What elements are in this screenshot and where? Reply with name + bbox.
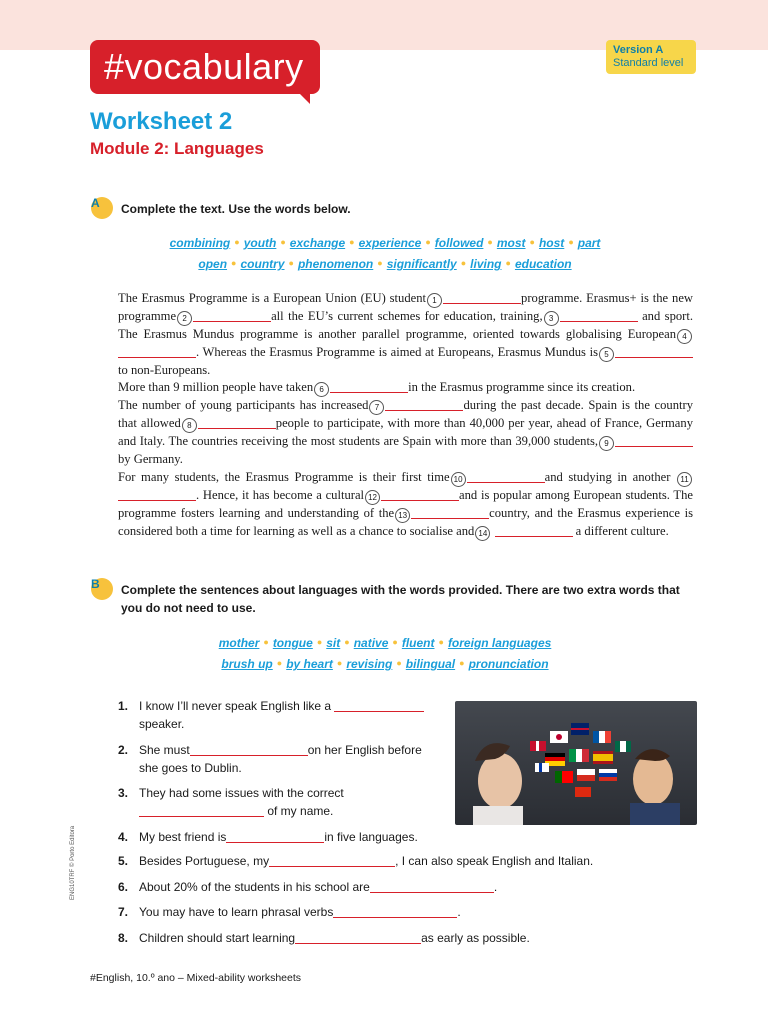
word-living: living	[470, 257, 502, 271]
gap-9[interactable]	[615, 435, 693, 447]
word-mother: mother	[218, 636, 260, 650]
word-bank-a-row2: open ● country ● phenomenon ● significantly ● living ● education	[198, 257, 572, 271]
word-revising: revising	[346, 657, 393, 671]
answer-6[interactable]	[370, 881, 494, 893]
gap-10[interactable]	[467, 471, 545, 483]
section-b-instruction: Complete the sentences about languages with the words provided. There are two extra words that you do not need to use.	[121, 583, 680, 615]
section-a-instruction: Complete the text. Use the words below.	[121, 202, 351, 216]
answer-5[interactable]	[269, 855, 395, 867]
word-bank-b-row2: brush up ● by heart ● revising ● bilingual ● pronunciation	[221, 657, 549, 671]
word-tongue: tongue	[272, 636, 313, 650]
section-b-letter: B	[91, 577, 100, 591]
word-country: country	[240, 257, 285, 271]
answer-1[interactable]	[334, 700, 424, 712]
gap-14[interactable]	[495, 525, 573, 537]
gap-1[interactable]	[443, 292, 521, 304]
flags-conversation-icon	[455, 701, 697, 825]
word-brush-up: brush up	[221, 657, 273, 671]
answer-7[interactable]	[333, 906, 457, 918]
word-exchange: exchange	[289, 236, 346, 250]
answer-2[interactable]	[190, 744, 308, 756]
word-bank-b-row1: mother ● tongue ● sit ● native ● fluent ● foreign languages	[218, 636, 552, 650]
word-bank-b	[90, 632, 680, 674]
version-level: Standard level	[613, 57, 684, 69]
version-badge	[606, 40, 696, 74]
word-followed: followed	[434, 236, 484, 250]
version-title: Version A	[613, 44, 664, 56]
worksheet-title: Worksheet 2	[90, 108, 233, 135]
gap-5[interactable]	[615, 346, 693, 358]
word-experience: experience	[358, 236, 422, 250]
gap-8[interactable]	[198, 417, 276, 429]
gap-6[interactable]	[330, 381, 408, 393]
gap-3[interactable]	[560, 310, 638, 322]
answer-3[interactable]	[139, 805, 264, 817]
word-sit: sit	[326, 636, 341, 650]
word-pronunciation: pronunciation	[468, 657, 549, 671]
word-bilingual: bilingual	[405, 657, 456, 671]
word-significantly: significantly	[386, 257, 457, 271]
word-bank-a	[90, 232, 680, 274]
gap-13[interactable]	[411, 507, 489, 519]
vocabulary-tag: #vocabulary	[90, 40, 320, 94]
answer-4[interactable]	[226, 831, 324, 843]
word-host: host	[538, 236, 565, 250]
word-native: native	[353, 636, 389, 650]
gap-11[interactable]	[118, 489, 196, 501]
word-phenomenon: phenomenon	[297, 257, 374, 271]
word-combining: combining	[169, 236, 231, 250]
gap-4[interactable]	[118, 346, 196, 358]
erasmus-passage: The Erasmus Programme is a European Union (EU) student 1 programme. Erasmus+ is the new programme 2 all the EU’s current schemes for education, training, 3 and sport. The Erasmus Mundus programme is another parallel programme, oriented towards globalising European 4. Whereas the Erasmus Programme is aimed at Europeans, Erasmus Mundus is 5to non-Europeans. More than 9 million people have taken 6 in the Erasmus programme since its creation. The number of young participants has increased 7 during the past decade. Spain is the country that allowed 8 people to participate, with more than 40,000 per year, ahead of France, Germany and Italy. The countries receiving the most students are Spain with more than 39,000 students, 9by Germany. For many students, the Erasmus Programme is their first time 10 and studying in another 11. Hence, it has become a cultural 12 and is popular among European students. The programme fosters learning and understanding of the 13 country, and the Erasmus experience is considered both a time for learning as well as a chance to socialise and 14 a different culture.	[118, 290, 693, 541]
word-youth: youth	[243, 236, 277, 250]
word-by-heart: by heart	[286, 657, 333, 671]
word-education: education	[514, 257, 572, 271]
gap-2[interactable]	[193, 310, 271, 322]
gap-12[interactable]	[381, 489, 459, 501]
word-fluent: fluent	[401, 636, 435, 650]
gap-7[interactable]	[385, 399, 463, 411]
word-most: most	[496, 236, 526, 250]
photo-flags-illustration	[455, 701, 697, 825]
section-a-letter: A	[91, 196, 100, 210]
answer-8[interactable]	[295, 932, 421, 944]
word-open: open	[198, 257, 228, 271]
word-part: part	[577, 236, 601, 250]
publisher-code: ENG10TRF © Porto Editora	[70, 825, 76, 900]
module-subtitle: Module 2: Languages	[90, 139, 264, 158]
word-bank-a-row1: combining ● youth ● exchange ● experience ● followed ● most ● host ● part	[169, 236, 601, 250]
page-footer: #English, 10.º ano – Mixed-ability worksheets	[90, 972, 302, 984]
word-foreign-languages: foreign languages	[447, 636, 552, 650]
